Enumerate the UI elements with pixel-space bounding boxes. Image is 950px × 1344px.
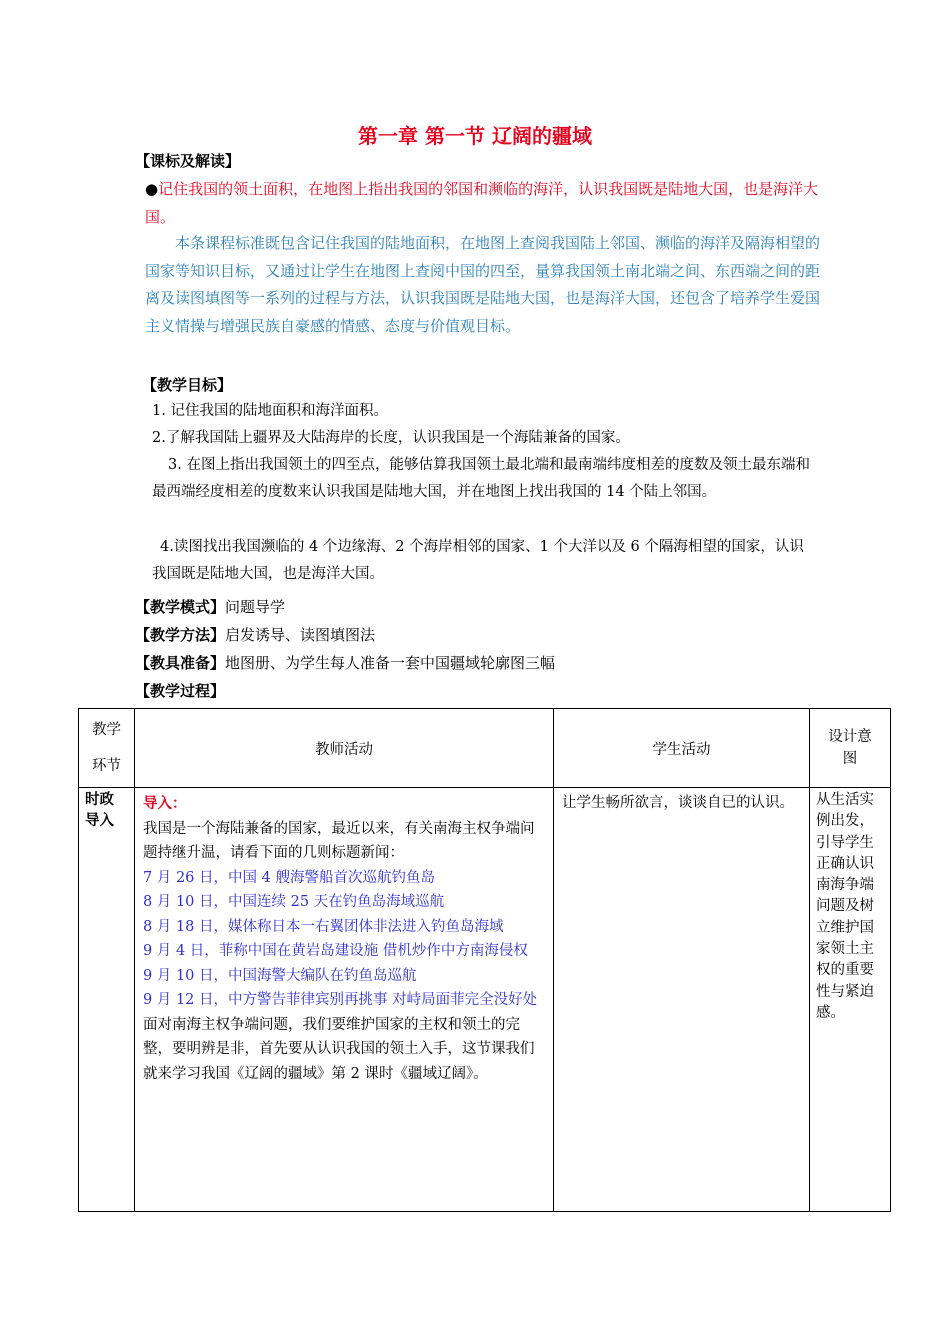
header-design: 设计意图 — [810, 709, 891, 788]
page-title: 第一章 第一节 辽阔的疆域 — [358, 124, 592, 148]
cell-student: 让学生畅所欲言，谈谈自已的认识。 — [554, 788, 810, 1212]
table-header-row — [79, 709, 891, 788]
news-item: 8 月 10 日，中国连续 25 天在钓鱼岛海域巡航 — [143, 894, 445, 910]
teaching-tools-value: 地图册、为学生每人准备一套中国疆域轮廓图三幅 — [225, 654, 556, 672]
cell-stage: 时政导入 — [79, 788, 135, 1212]
header-stage-line2: 环节 — [92, 758, 121, 774]
objective-item: 3. 在图上指出我国领土的四至点，能够估算我国领土最北端和最南端纬度相差的度数及领土最东端和最西端经度相差的度数来认识我国是陆地大国，并在地图上找出我国的 14 个陆上邻国。 — [152, 457, 810, 500]
outro-text: 面对南海主权争端问题，我们要维护国家的主权和领土的完整，要明辨是非，首先要从认识我国的领土入手，这节课我们就来学习我国《辽阔的疆域》第 2 课时《疆域辽阔》。 — [143, 1016, 535, 1082]
table-row — [79, 788, 891, 1212]
standard-interpretation: 本条课程标准既包含记住我国的陆地面积，在地图上查阅我国陆上邻国、濒临的海洋及隔海相望的国家等知识目标，又通过让学生在地图上查阅中国的四至，量算我国领土南北端之间、东西端之间的距离及读图填图等一系列的过程与方法，认识我国既是陆地大国，也是海洋大国，还包含了培养学生爱国主义情操与增强民族自豪感的情感、态度与价值观目标。 — [145, 234, 821, 335]
process-table — [78, 708, 891, 1212]
news-item: 9 月 12 日，中方警告菲律宾别再挑事 对峙局面菲完全没好处 — [143, 992, 538, 1008]
teaching-method-label: 【教学方法】 — [135, 626, 226, 644]
cell-design: 从生活实例出发，引导学生正确认识南海争端问题及树立维护国家领土主权的重要性与紧迫感。 — [810, 788, 891, 1212]
teaching-mode — [135, 596, 285, 617]
objective-item: 2.了解我国陆上疆界及大陆海岸的长度，认识我国是一个海陆兼备的国家。 — [152, 430, 630, 446]
teaching-mode-label: 【教学模式】 — [135, 598, 226, 616]
objective-item: 4.读图找出我国濒临的 4 个边缘海、2 个海岸相邻的国家、1 个大洋以及 6 个隔海相望的国家，认识我国既是陆地大国，也是海洋大国。 — [152, 539, 804, 582]
standard-point-text: 记住我国的领土面积，在地图上指出我国的邻国和濒临的海洋，认识我国既是陆地大国，也是海洋大国。 — [145, 180, 819, 226]
teaching-mode-value: 问题导学 — [225, 598, 286, 616]
teaching-method — [135, 624, 375, 645]
news-item: 7 月 26 日，中国 4 艘海警船首次巡航钓鱼岛 — [143, 869, 435, 886]
bullet-icon: ● — [145, 180, 159, 198]
news-item: 8 月 18 日，媒体称日本一右翼团体非法进入钓鱼岛海域 — [143, 918, 504, 935]
standard-heading: 【课标及解读】 — [135, 152, 241, 170]
teaching-method-value: 启发诱导、读图填图法 — [225, 626, 376, 644]
news-item: 9 月 10 日，中国海警大编队在钓鱼岛巡航 — [143, 967, 417, 984]
process-heading: 【教学过程】 — [135, 682, 226, 700]
objective-item: 1. 记住我国的陆地面积和海洋面积。 — [152, 403, 388, 419]
objectives-heading: 【教学目标】 — [142, 376, 233, 394]
intro-text: 我国是一个海陆兼备的国家，最近以来，有关南海主权争端问题持继升温，请看下面的几则标题新闻： — [143, 820, 535, 861]
news-item: 9 月 4 日，菲称中国在黄岩岛建设施 借机炒作中方南海侵权 — [143, 943, 528, 959]
teaching-tools — [135, 652, 555, 673]
header-stage — [79, 709, 135, 788]
header-teacher: 教师活动 — [135, 709, 554, 788]
teaching-tools-label: 【教具准备】 — [135, 654, 226, 672]
header-student: 学生活动 — [554, 709, 810, 788]
header-stage-line1: 教学 — [92, 722, 121, 738]
standard-point — [145, 176, 825, 231]
cell-teacher — [135, 788, 554, 1212]
intro-label: 导入： — [143, 795, 187, 812]
